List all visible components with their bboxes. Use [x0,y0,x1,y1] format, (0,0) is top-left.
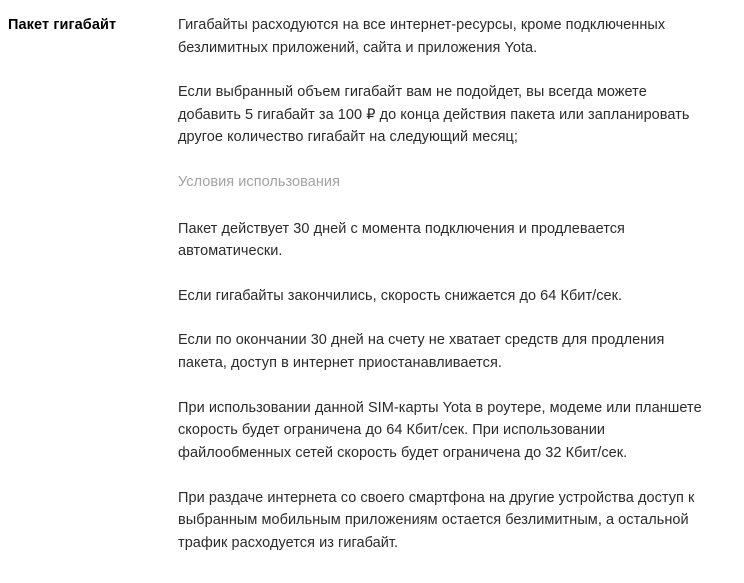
section-title: Пакет гигабайт [8,17,117,33]
section-body [178,14,724,554]
subheading-usage-conditions: Условия использования [178,174,340,191]
paragraph-speed-limit-depleted: Если гигабайты закончились, скорость снижается до 64 Кбит/сек. [178,287,623,304]
paragraph-insufficient-funds: Если по окончании 30 дней на счету не хватает средств для продления пакета, доступ в интернет приостанавливается. [178,332,665,372]
paragraph-add-gigabytes: Если выбранный объем гигабайт вам не подойдет, вы всегда можете добавить 5 гигабайт за 100 ₽ до конца действия пакета или запланировать другое количество гигабайт на следующий месяц; [178,84,690,146]
paragraph-package-duration: Пакет действует 30 дней с момента подключения и продлевается автоматически. [178,220,625,260]
paragraph-tethering: При раздаче интернета со своего смартфона на другие устройства доступ к выбранным мобильным приложениям остается безлимитным, а остальной трафик расходуется из гигабайт. [178,489,695,551]
paragraph-gigabytes-usage: Гигабайты расходуются на все интернет-ресурсы, кроме подключенных безлимитных приложений, сайта и приложения Yota. [178,17,666,56]
paragraph-router-modem-tablet: При использовании данной SIM-карты Yota в роутере, модеме или планшете скорость будет ограничена до 64 Кбит/сек. При использовании файлообменных сетей скорость будет ограничена до 32 Кбит/сек. [178,399,702,461]
